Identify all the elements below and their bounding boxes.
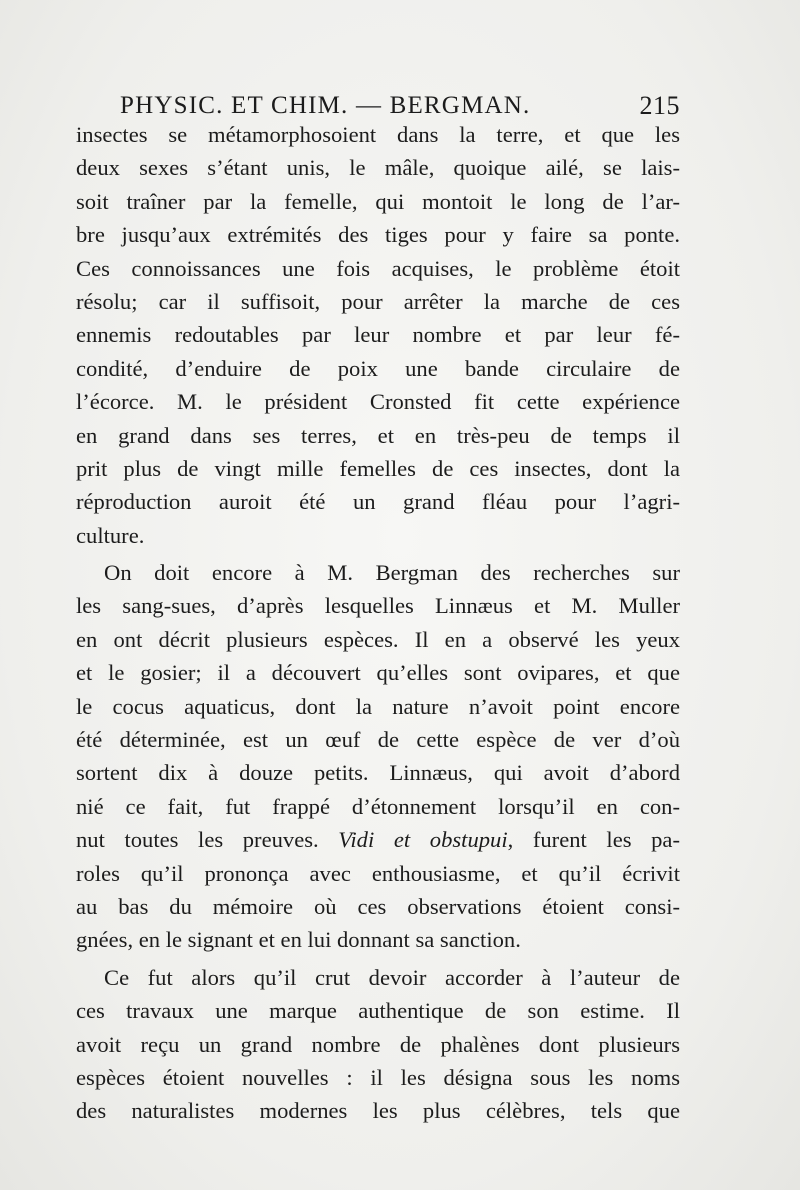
paragraph-3 bbox=[76, 961, 680, 1128]
text-line: Ce fut alors qu’il crut devoir accorder à l’auteur de bbox=[104, 964, 680, 990]
text-segment: nut toutes les preuves. bbox=[76, 827, 319, 853]
text-line: prit plus de vingt mille femelles de ces insectes, dont la bbox=[76, 455, 680, 481]
text-line: On doit encore à M. Bergman des recherches sur bbox=[104, 560, 680, 586]
text-line: en grand dans ses terres, et en très-peu de temps il bbox=[76, 422, 680, 448]
text-line: gnées, en le signant et en lui donnant sa sanction. bbox=[76, 927, 521, 953]
text-line: deux sexes s’étant unis, le mâle, quoique ailé, se lais- bbox=[76, 155, 680, 181]
text-line: au bas du mémoire où ces observations étoient consi- bbox=[76, 893, 680, 919]
text-line: insectes se métamorphosoient dans la terre, et que les bbox=[76, 122, 680, 147]
text-line-with-italic bbox=[76, 823, 680, 856]
paragraph-2 bbox=[76, 556, 680, 957]
text-line: nié ce fait, fut frappé d’étonnement lorsqu’il en con- bbox=[76, 793, 680, 819]
text-line: sortent dix à douze petits. Linnæus, qui avoit d’abord bbox=[76, 760, 680, 786]
text-line: ennemis redoutables par leur nombre et par leur fé- bbox=[76, 322, 680, 348]
text-line: et le gosier; il a découvert qu’elles sont ovipares, et que bbox=[76, 660, 680, 686]
paragraph-1 bbox=[76, 118, 680, 552]
text-line: culture. bbox=[76, 522, 145, 548]
text-line: des naturalistes modernes les plus célèbres, tels que bbox=[76, 1098, 680, 1124]
text-line: condité, d’enduire de poix une bande circulaire de bbox=[76, 355, 680, 381]
text-line: ces travaux une marque authentique de son estime. Il bbox=[76, 998, 680, 1024]
text-line: espèces étoient nouvelles : il les désigna sous les noms bbox=[76, 1064, 680, 1090]
text-line: l’écorce. M. le président Cronsted fit cette expérience bbox=[76, 389, 680, 415]
text-segment: , furent les pa- bbox=[507, 827, 680, 853]
body-text bbox=[76, 118, 680, 1128]
text-line: avoit reçu un grand nombre de phalènes dont plusieurs bbox=[76, 1031, 680, 1057]
text-line: le cocus aquaticus, dont la nature n’avoit point encore bbox=[76, 693, 680, 719]
text-line: Ces connoissances une fois acquises, le problème étoit bbox=[76, 255, 680, 281]
text-line: soit traîner par la femelle, qui montoit le long de l’ar- bbox=[76, 188, 680, 214]
text-line: bre jusqu’aux extrémités des tiges pour y faire sa ponte. bbox=[76, 222, 680, 248]
text-line: les sang-sues, d’après lesquelles Linnæus et M. Muller bbox=[76, 593, 680, 619]
text-line: été déterminée, est un œuf de cette espèce de ver d’où bbox=[76, 727, 680, 753]
text-line: roles qu’il prononça avec enthousiasme, et qu’il écrivit bbox=[76, 860, 680, 886]
text-line: en ont décrit plusieurs espèces. Il en a observé les yeux bbox=[76, 626, 680, 652]
text-line: réproduction auroit été un grand fléau pour l’agri- bbox=[76, 489, 680, 515]
latin-quote: Vidi et obstupui bbox=[338, 827, 508, 853]
running-head-title: PHYSIC. ET CHIM. — BERGMAN. bbox=[120, 92, 531, 119]
text-line: résolu; car il suffisoit, pour arrêter la marche de ces bbox=[76, 288, 680, 314]
page-number: 215 bbox=[639, 91, 680, 120]
